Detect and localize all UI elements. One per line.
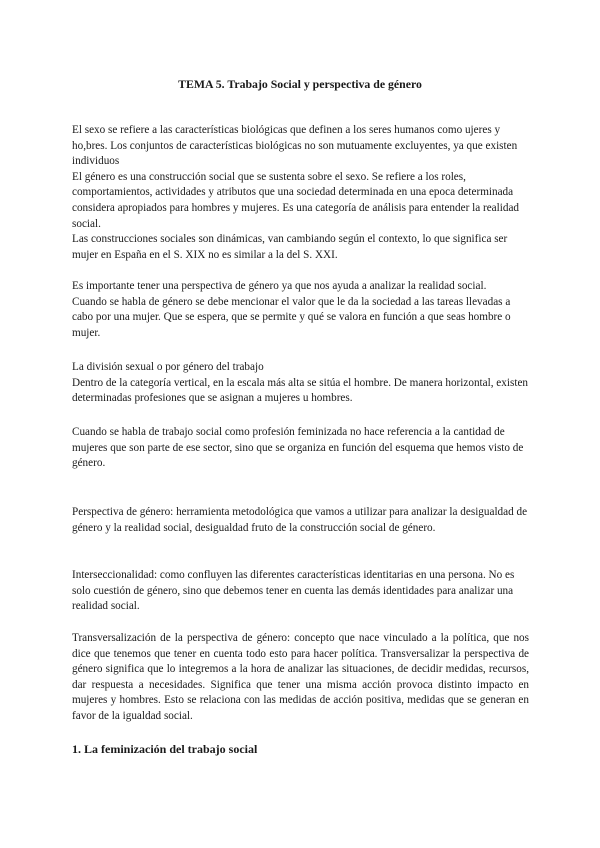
paragraph-social-constructions: Las construcciones sociales son dinámicas, van cambiando según el contexto, lo que significa ser mujer en España en el S. XIX no es similar a la del S. XXI. — [72, 233, 508, 261]
paragraph-sex-definition: El sexo se refiere a las características biológicas que definen a los seres humanos como ujeres y ho,bres. Los conjuntos de características biológicas no son mutuamente excluyentes, ya que existen individuos — [72, 124, 518, 168]
paragraph-group-perspective-definition — [72, 505, 529, 536]
section-heading: 1. La feminización del trabajo social — [72, 742, 258, 756]
paragraph-gender-definition: El género es una construcción social que se sustenta sobre el sexo. Se refiere a los roles, comportamientos, actividades y atributos que una sociedad determinada en una epoca determinada considera apropiados para hombres y mujeres. Es una categoría de análisis para entender la realidad social. — [72, 170, 520, 230]
paragraph-group-sex-gender — [72, 123, 529, 263]
paragraph-group-feminized-profession — [72, 425, 529, 472]
paragraph-group-intersectionality — [72, 568, 529, 615]
paragraph-vertical-horizontal: Dentro de la categoría vertical, en la escala más alta se sitúa el hombre. De manera horizontal, existen determinadas profesiones que se asignan a mujeres u hombres. — [72, 376, 528, 405]
paragraph-group-gender-perspective — [72, 279, 529, 341]
paragraph-group-division-of-labour — [72, 360, 529, 407]
paragraph-feminized-profession: Cuando se habla de trabajo social como profesión feminizada no hace referencia a la cantidad de mujeres que son parte de ese sector, sino que se organiza en función del esquema que hemos visto de género. — [72, 426, 524, 470]
page-title: TEMA 5. Trabajo Social y perspectiva de género — [178, 77, 422, 91]
paragraph-mainstreaming: Transversalización de la perspectiva de género: concepto que nace vinculado a la política, que nos dice que tenemos que tener en cuenta todo esto para hacer política. Transversalizar la perspectiva de género significa que lo integremos a la hora de analizar las situaciones, de decidir medidas, recursos, dar respuesta a necesidades. Significa que tener una misma acción provoca distinto impacto en mujeres y hombres. Esto se relaciona con las medidas de acción positiva, medidas que se generan en favor de la igualdad social. — [72, 632, 529, 722]
paragraph-gender-value: Cuando se habla de género se debe mencionar el valor que le da la sociedad a las tareas llevadas a cabo por una mujer. Que se espera, que se permite y qué se valora en función a que seas hombre o mujer. — [72, 295, 511, 339]
paragraph-intersectionality: Interseccionalidad: como confluyen las diferentes características identitarias en una persona. No es solo cuestión de género, sino que debemos tener en cuenta las demás identidades para analizar una realidad social. — [72, 569, 515, 613]
paragraph-perspective-definition: Perspectiva de género: herramienta metodológica que vamos a utilizar para analizar la desigualdad de género y la realidad social, desigualdad fruto de la construcción social de género. — [72, 506, 528, 534]
paragraph-importance: Es importante tener una perspectiva de género ya que nos ayuda a analizar la realidad social. — [72, 280, 487, 292]
subheading-division-of-labour: La división sexual o por género del trabajo — [72, 361, 264, 373]
paragraph-group-mainstreaming — [72, 631, 529, 725]
